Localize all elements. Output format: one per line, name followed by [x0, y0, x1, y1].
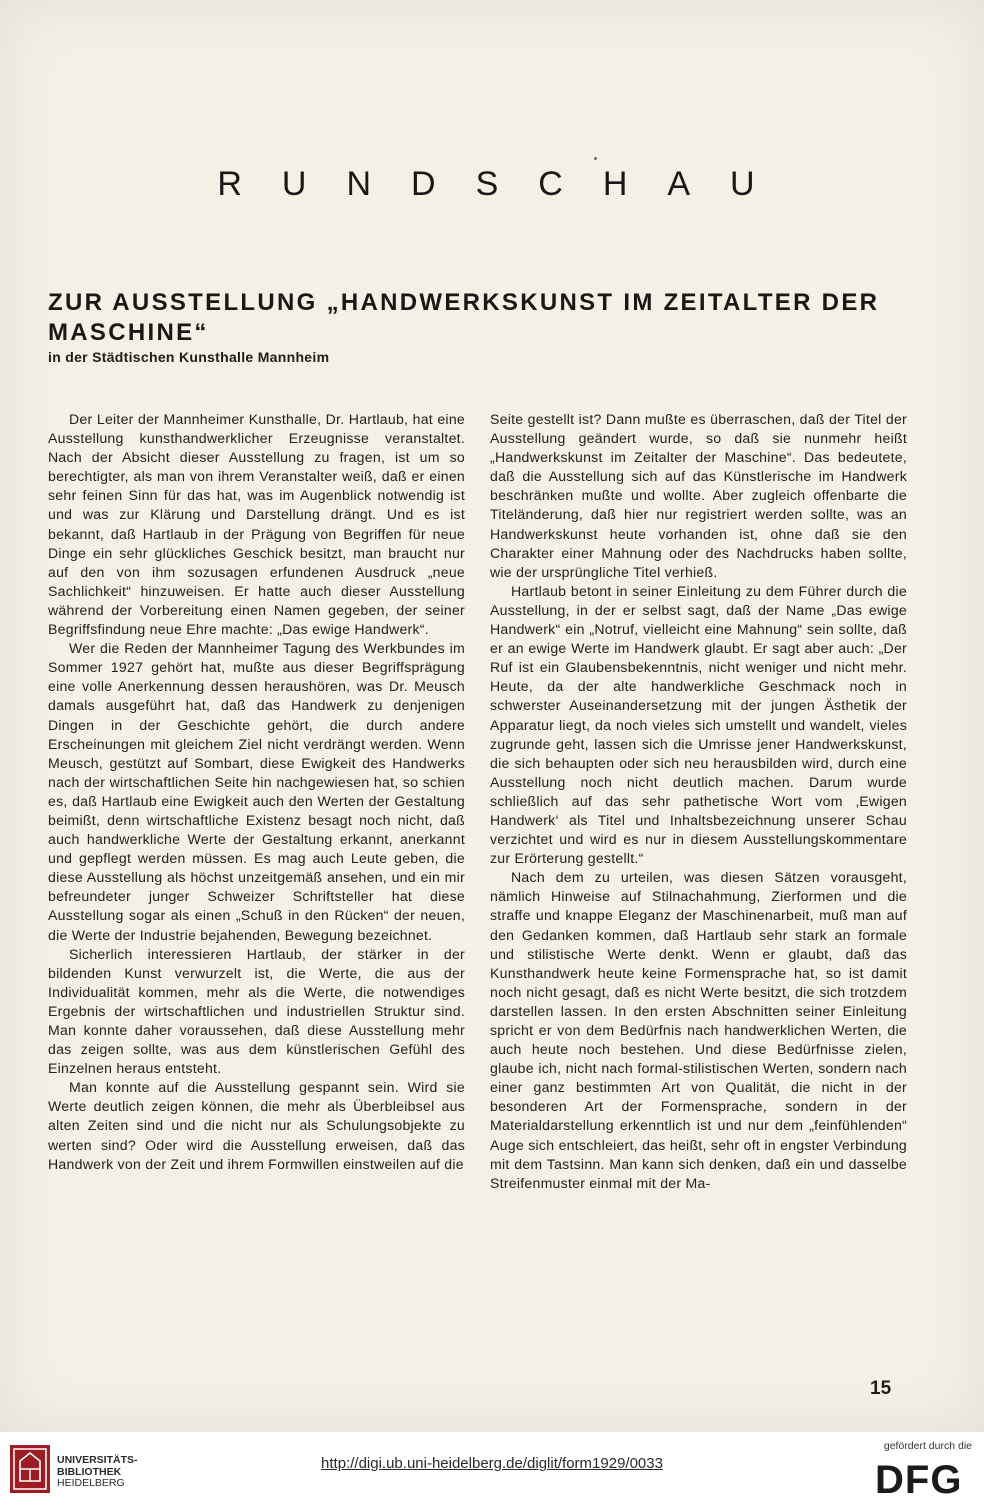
- paragraph: Wer die Reden der Mannheimer Tagung des Werkbundes im Sommer 1927 gehört hat, mußte aus dieser Begriffsprägung eine volle Anerkennung dessen heraushören, was Dr. Meusch damals ausgeführt hat, daß das Handwerk zu denjenigen Dingen in der Geschichte gehört, die durch andere Erscheinungen mit gleichem Ziel nicht verdrängt werden. Wenn Meusch, gestützt auf Sombart, diese Ewigkeit des Handwerks nach der wirtschaftlichen Seite hin nachgewiesen hat, so schien es, daß Hartlaub eine Ewigkeit auch den Werten der Gestaltung beimißt, denn wirtschaftliche Existenz besagt noch nicht, daß auch handwerkliche Werte der Gestaltung erkannt, anerkannt und gepflegt werden müssen. Es mag auch Leute geben, die diese Ausstellung als höchst unzeitgemäß ansehen, und ein mir befreundeter junger Schweizer Schriftsteller hat diese Ausstellung sogar als einen „Schuß in den Rücken“ der neuen, die Werte der Industrie bejahenden, Bewegung bezeichnet.: [48, 640, 465, 943]
- source-url-link[interactable]: http://digi.ub.uni-heidelberg.de/diglit/form1929/0033: [321, 1455, 663, 1472]
- institution-line: UNIVERSITÄTS-: [57, 1454, 138, 1466]
- paragraph: Der Leiter der Mannheimer Kunsthalle, Dr. Hartlaub, hat eine Ausstellung kunsthandwerklicher Erzeugnisse veranstaltet. Nach der Absicht dieser Ausstellung zu fragen, ist um so berechtigter, als man von ihrem Veranstalter weiß, daß er einen sehr feinen Sinn für das hat, was im Augenblick notwendig ist und was zur Klärung und Darstellung drängt. Und es ist bekannt, daß Hartlaub in der Prägung von Begriffen für neue Dinge ein sehr glückliches Geschick besitzt, man braucht nur auf den von ihm sozusagen erfundenen Ausdruck „neue Sachlichkeit“ hinzuweisen. Er hatte auch dieser Ausstellung während der Vorbereitung einen Namen gegeben, der seiner Begriffsfindung neue Ehre machte: „Das ewige Handwerk“.: [48, 411, 465, 638]
- institution-line: BIBLIOTHEK: [57, 1465, 122, 1478]
- svg-text:DFG: DFG: [875, 1458, 963, 1497]
- left-column: [48, 410, 465, 1174]
- paragraph: Sicherlich interessieren Hartlaub, der stärker in der bildenden Kunst verwurzelt ist, die Werte, die aus der Individualität kommen, mehr als die Werte, die notwendiges Ergebnis der wirtschaftlichen und industriellen Struktur sind. Man konnte daher voraussehen, daß diese Ausstellung mehr das zeigen sollte, was aus dem künstlerischen Gefühl des Einzelnen heraus entsteht.: [48, 945, 465, 1077]
- paragraph: Hartlaub betont in seiner Einleitung zu dem Führer durch die Ausstellung, in der er selbst sagt, daß der Name „Das ewige Handwerk“ ein „Notruf, vielleicht eine Mahnung“ sein sollte, daß er an ewige Werte im Handwerk glaubt. Er sagt aber auch: „Der Ruf ist ein Glaubensbekenntnis, nicht weniger und nicht mehr. Heute, da der alte handwerkliche Geschmack noch in schwerster Auseinandersetzung mit der jungen Ästhetik der Apparatur liegt, da noch vieles sich umstellt und wandelt, vieles zugrunde geht, lassen sich die Umrisse jener Handwerkskunst, die sich behaupten oder sich neu herausbilden wird, durch eine Ausstellung noch nicht deutlich machen. Darum wurde schließlich auf das sehr pathetische Wort vom ‚Ewigen Handwerk‘ als Titel und Inhaltsbezeichnung unserer Schau verzichtet und wird es nur in diesem Ausstellungskommentare zur Erörterung gestellt.“: [490, 582, 907, 867]
- page-number: 15: [870, 1378, 892, 1399]
- paragraph: Nach dem zu urteilen, was diesen Sätzen vorausgeht, nämlich Hinweise auf Stilnachahmung, Zierformen und die straffe und knappe Eleganz der Maschinenarbeit, muß man auf den Gedanken kommen, daß Hartlaub sehr stark an formale und stilistische Werte denkt. Wenn er glaubt, daß das Kunsthandwerk heute keine Formensprache hat, so ist damit noch nicht gesagt, daß es nicht Werte besitzt, die sich trotzdem darstellen lassen. In den ersten Abschnitten seiner Einleitung spricht er von dem Bedürfnis nach handwerklichen Werten, die auch heute noch bestehen. Und diese Bedürfnisse zielen, glaube ich, nicht nach formal-stilistischen Werten, sondern nach einer ganz bestimmten Art von Qualität, die nicht in der besonderen Art der Formensprache, sondern in der Materialdarstellung erkenntlich ist und nur dem „feinfühlenden“ Auge sich entschleiert, das heißt, sehr oft in engster Verbindung mit dem Tastsinn. Man kann sich denken, daß ein und dasselbe Streifenmuster einmal mit der Ma-: [490, 869, 907, 1191]
- scan-speck: [594, 157, 597, 160]
- right-column: [490, 410, 907, 1193]
- article-title: ZUR AUSSTELLUNG „HANDWERKSKUNST IM ZEITALTER DER MASCHINE“: [48, 289, 880, 346]
- paragraph: Man konnte auf die Ausstellung gespannt sein. Wird sie Werte deutlich zeigen können, die mehr als Überbleibsel aus alten Zeiten sind und die nicht nur als Schulungsobjekte zu werten sind? Oder wird die Ausstellung erweisen, daß das Handwerk von der Zeit und ihrem Formwillen einstweilen auf die: [48, 1079, 465, 1172]
- dfg-logo-icon: [873, 1457, 973, 1497]
- article-subtitle: in der Städtischen Kunsthalle Mannheim: [48, 349, 330, 365]
- funder-label: gefördert durch die: [883, 1440, 972, 1452]
- paragraph: Seite gestellt ist? Dann mußte es überraschen, daß der Titel der Ausstellung geändert wurde, so daß sie nunmehr heißt „Handwerkskunst im Zeitalter der Maschine“. Das bedeutete, daß die Ausstellung sich auf das Künstlerische im Handwerk beschränken mußte und wollte. Aber zugleich offenbarte die Titeländerung, daß hier nur registriert werden sollte, was an Handwerkskunst heute vorhanden ist, ohne daß sie den Charakter einer Mahnung oder des Nachdrucks haben sollte, wie der ursprüngliche Titel verhieß.: [490, 411, 907, 580]
- running-head: RUNDSCHAU: [217, 165, 795, 203]
- institution-line: HEIDELBERG: [57, 1477, 125, 1489]
